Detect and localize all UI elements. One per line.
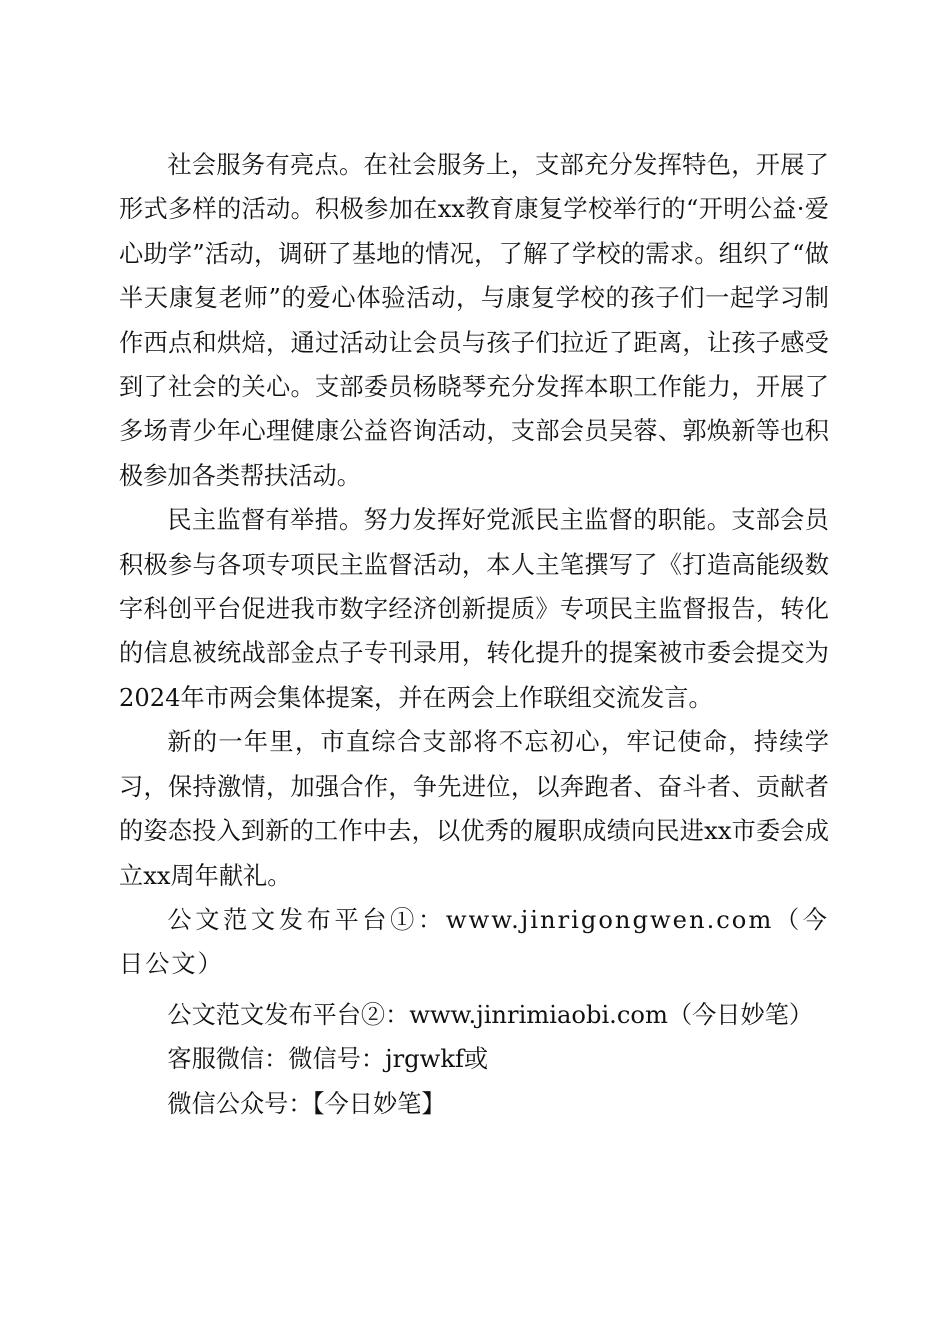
footer-customer-service: 客服微信：微信号：jrgwkf或 xyxy=(167,1045,489,1074)
footer-platform-1: 公文范文发布平台①：www.jinrigongwen.com（今日公文） xyxy=(119,905,829,979)
paragraph-new-year: 新的一年里，市直综合支部将不忘初心，牢记使命，持续学习，保持激情，加强合作，争先进位，以奔跑者、奋斗者、贡献者的姿态投入到新的工作中去，以优秀的履职成绩向民进xx市委会成立xx周年献礼。 xyxy=(119,728,829,890)
footer-official-account: 微信公众号：【今日妙笔】 xyxy=(167,1089,446,1118)
paragraph-social-service: 社会服务有亮点。在社会服务上，支部充分发挥特色，开展了形式多样的活动。积极参加在xx教育康复学校举行的“开明公益·爱心助学”活动，调研了基地的情况，了解了学校的需求。组织了“做半天康复老师”的爱心体验活动，与康复学校的孩子们一起学习制作西点和烘焙，通过活动让会员与孩子们拉近了距离，让孩子感受到了社会的关心。支部委员杨晓琴充分发挥本职工作能力，开展了多场青少年心理健康公益咨询活动，支部会员吴蓉、郭焕新等也积极参加各类帮扶活动。 xyxy=(119,151,829,490)
footer-platform-2: 公文范文发布平台②：www.jinrimiaobi.com（今日妙笔） xyxy=(167,1000,814,1029)
document-page xyxy=(119,143,829,1126)
paragraph-democratic-supervision: 民主监督有举措。努力发挥好党派民主监督的职能。支部会员积极参与各项专项民主监督活动，本人主笔撰写了《打造高能级数字科创平台促进我市数字经济创新提质》专项民主监督报告，转化的信息被统战部金点子专刊录用，转化提升的提案被市委会提交为2024年市两会集体提案，并在两会上作联组交流发言。 xyxy=(119,506,829,712)
